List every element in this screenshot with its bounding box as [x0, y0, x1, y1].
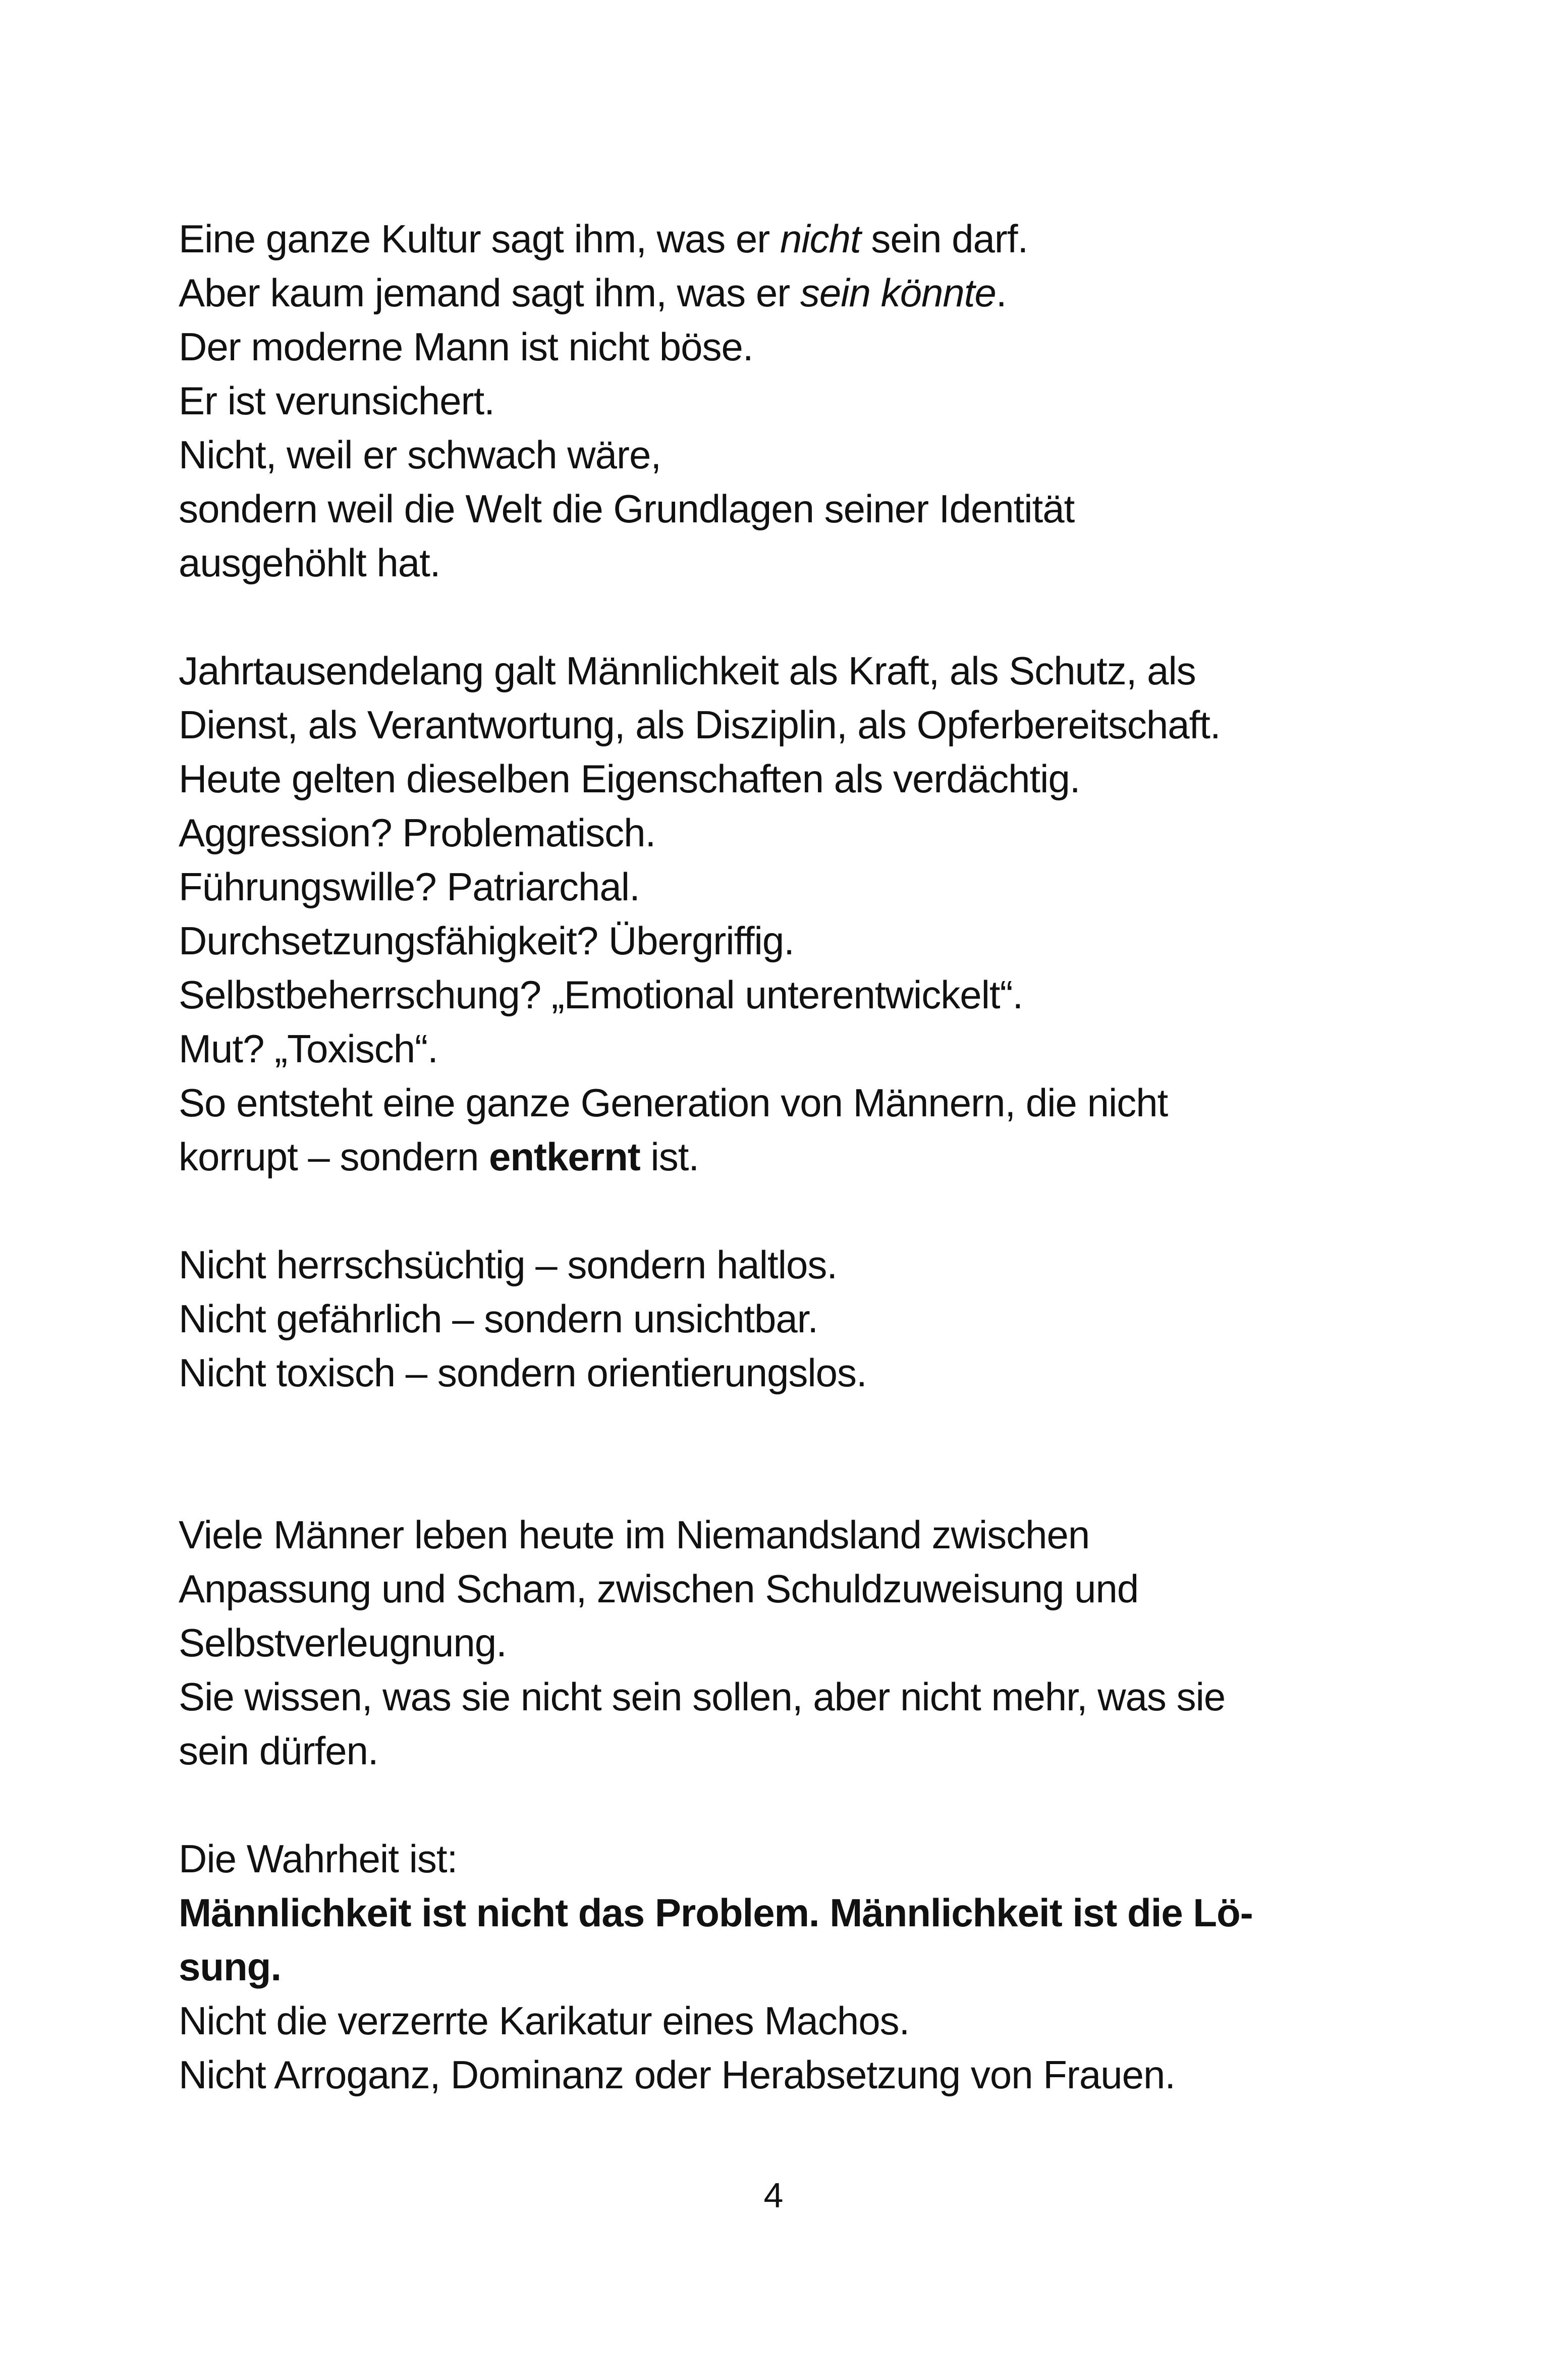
- paragraph-spacer: [179, 1778, 1339, 1832]
- text-line: [179, 266, 1339, 320]
- text-line: Nicht, weil er schwach wäre,: [179, 432, 661, 477]
- emphasis-text: nicht: [780, 217, 861, 261]
- text-span: ist.: [640, 1134, 699, 1179]
- text-span: Aber kaum jemand sagt ihm, was er: [179, 271, 800, 315]
- text-line: Führungswille? Patriarchal.: [179, 864, 640, 909]
- text-line: Nicht toxisch – sondern orientierungslos.: [179, 1350, 867, 1395]
- paragraph-spacer: [179, 590, 1339, 644]
- text-line: Heute gelten dieselben Eigenschaften als verdächtig.: [179, 756, 1080, 801]
- page-body: [179, 212, 1339, 2102]
- text-line: Mut? „Toxisch“.: [179, 1026, 438, 1071]
- text-line: sondern weil die Welt die Grundlagen seiner Identität: [179, 486, 1075, 531]
- text-span: Eine ganze Kultur sagt ihm, was er: [179, 217, 780, 261]
- text-span: korrupt – sondern: [179, 1134, 489, 1179]
- text-line: Anpassung und Scham, zwischen Schuldzuweisung und: [179, 1566, 1139, 1611]
- bold-text-line: Männlichkeit ist nicht das Problem. Männlichkeit ist die Lö-: [179, 1890, 1253, 1935]
- text-line: Selbstbeherrschung? „Emotional unterentwickelt“.: [179, 972, 1023, 1017]
- emphasis-text: sein könnte: [800, 271, 996, 315]
- text-line: Nicht Arroganz, Dominanz oder Herabsetzung von Frauen.: [179, 2052, 1176, 2097]
- text-line: Die Wahrheit ist:: [179, 1836, 458, 1881]
- text-line: [179, 212, 1339, 266]
- text-line: Nicht herrschsüchtig – sondern haltlos.: [179, 1242, 838, 1287]
- text-line: Selbstverleugnung.: [179, 1620, 507, 1665]
- text-line: Jahrtausendelang galt Männlichkeit als Kraft, als Schutz, als: [179, 648, 1196, 693]
- text-line: sein dürfen.: [179, 1728, 378, 1773]
- text-line: Nicht gefährlich – sondern unsichtbar.: [179, 1296, 818, 1341]
- text-line: Dienst, als Verantwortung, als Disziplin, als Opferbereitschaft.: [179, 702, 1221, 747]
- text-line: Nicht die verzerrte Karikatur eines Machos.: [179, 1998, 910, 2043]
- page-number: 4: [763, 2176, 784, 2215]
- text-line: Viele Männer leben heute im Niemandsland zwischen: [179, 1512, 1090, 1557]
- bold-text-line: sung.: [179, 1944, 281, 1989]
- text-span: sein darf.: [860, 217, 1028, 261]
- text-line: Durchsetzungsfähigkeit? Übergriffig.: [179, 918, 794, 963]
- bold-text: entkernt: [489, 1134, 640, 1179]
- text-line: Aggression? Problematisch.: [179, 810, 656, 855]
- text-line: So entsteht eine ganze Generation von Männern, die nicht: [179, 1080, 1168, 1125]
- paragraph-spacer: [179, 1184, 1339, 1238]
- text-line: Der moderne Mann ist nicht böse.: [179, 324, 753, 369]
- text-line: Sie wissen, was sie nicht sein sollen, aber nicht mehr, was sie: [179, 1674, 1226, 1719]
- text-line: ausgehöhlt hat.: [179, 540, 440, 585]
- paragraph-spacer: [179, 1400, 1339, 1508]
- text-line: Er ist verunsichert.: [179, 378, 494, 423]
- text-span: .: [996, 271, 1007, 315]
- text-line: [179, 1130, 1339, 1184]
